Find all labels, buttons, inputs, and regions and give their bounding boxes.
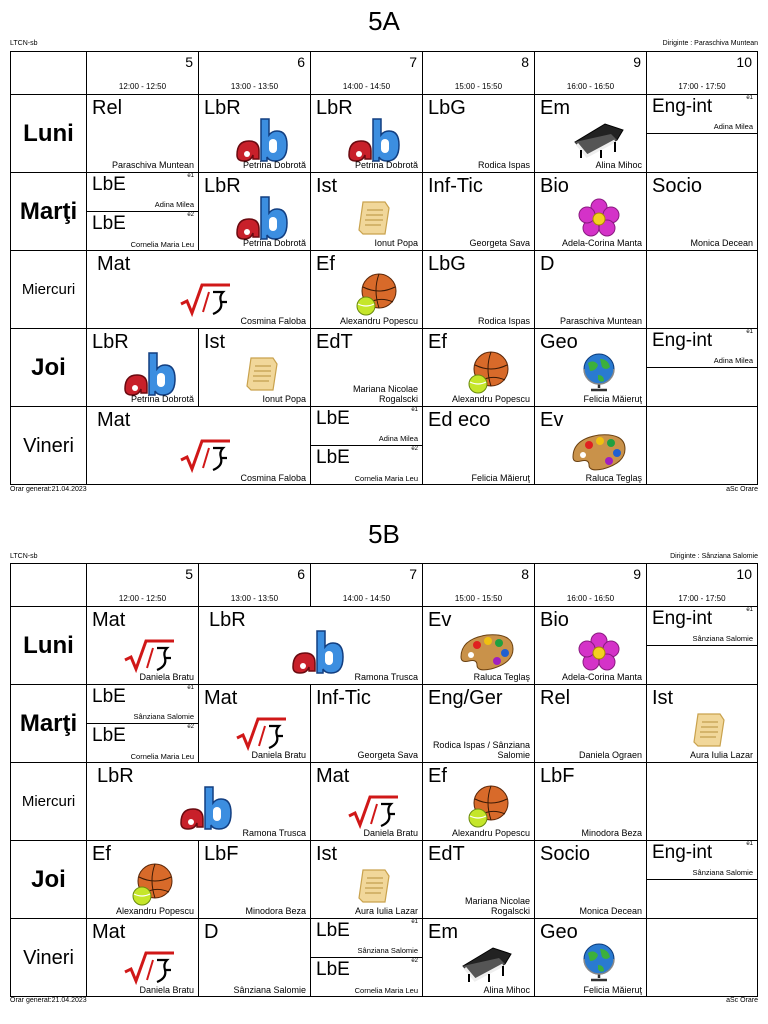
subject-name: D (540, 253, 555, 275)
lesson-cell[interactable] (311, 763, 423, 841)
flower-icon (576, 632, 622, 672)
teacher-name: Raluca Teglaş (473, 672, 530, 682)
subject-name: Mat (97, 253, 131, 275)
palette-icon (569, 431, 629, 473)
subject-name: LbR (204, 97, 241, 119)
teacher-name: Paraschiva Muntean (111, 160, 194, 170)
lesson-cell[interactable] (311, 329, 423, 407)
letters-icon (345, 115, 405, 165)
teacher-name: Sânziana Salomie (692, 634, 753, 643)
generated-date: Orar generat:21.04.2023 (10, 997, 87, 1004)
teacher-name: Sânziana Salomie (357, 946, 418, 955)
lesson-half[interactable] (311, 919, 422, 958)
subject-name: Bio (540, 609, 569, 631)
subject-name: Inf-Tic (316, 687, 371, 709)
teacher-name: Adina Milea (713, 122, 753, 131)
lesson-cell[interactable] (647, 685, 757, 763)
teacher-name: Paraschiva Muntean (559, 316, 642, 326)
lesson-cell[interactable] (87, 685, 199, 763)
empty-half (647, 880, 757, 919)
lesson-cell[interactable] (311, 407, 423, 485)
teacher-name: Minodora Beza (581, 828, 642, 838)
period-time: 13:00 - 13:50 (230, 594, 279, 603)
lesson-half[interactable] (311, 446, 422, 485)
lesson-cell[interactable] (311, 919, 423, 997)
letters-icon (289, 627, 349, 677)
lesson-cell[interactable] (535, 763, 647, 841)
teacher-name: Mariana Nicolae Rogalscki (464, 896, 530, 916)
period-time: 12:00 - 12:50 (118, 82, 167, 91)
empty-half (647, 368, 757, 407)
empty-cell[interactable] (647, 251, 757, 329)
subject-name: Socio (652, 175, 703, 197)
balls-icon (465, 784, 509, 828)
scroll-icon (245, 354, 281, 394)
period-number: 5 (185, 566, 193, 582)
teacher-name: Monica Decean (579, 906, 642, 916)
lesson-cell[interactable] (199, 607, 423, 685)
subject-name: Socio (540, 843, 591, 865)
lesson-cell[interactable] (199, 329, 311, 407)
period-number: 6 (297, 566, 305, 582)
lesson-cell[interactable] (423, 763, 535, 841)
subject-name: LbR (97, 765, 134, 787)
timetable-grid (10, 563, 758, 997)
period-time: 16:00 - 16:50 (566, 594, 615, 603)
teacher-name: Alexandru Popescu (451, 394, 530, 404)
lesson-cell[interactable] (423, 251, 535, 329)
teacher-name: Cornelia Maria Leu (354, 986, 418, 995)
period-time: 17:00 - 17:50 (678, 594, 726, 603)
teacher-name: Georgeta Sava (357, 750, 418, 760)
lesson-half[interactable] (647, 329, 757, 368)
day-label: Luni (11, 607, 87, 685)
lesson-half[interactable] (87, 685, 198, 724)
lesson-cell[interactable] (423, 95, 535, 173)
period-number: 6 (297, 54, 305, 70)
lesson-cell[interactable] (87, 251, 311, 329)
period-time: 17:00 - 17:50 (678, 82, 726, 91)
teacher-name: Ionut Popa (374, 238, 418, 248)
lesson-cell[interactable] (535, 95, 647, 173)
subject-name: LbR (92, 331, 129, 353)
teacher-name: Sânziana Salomie (133, 712, 194, 721)
subject-name: LbF (540, 765, 575, 787)
form-teacher: Diriginte : Paraschiva Muntean (662, 40, 758, 47)
teacher-name: Alexandru Popescu (451, 828, 530, 838)
lesson-half[interactable] (311, 958, 422, 997)
teacher-name: Alina Mihoc (595, 160, 642, 170)
subject-name: LbF (204, 843, 239, 865)
group-label: e1 (411, 407, 418, 413)
period-header (535, 564, 647, 607)
lesson-half[interactable] (647, 607, 757, 646)
subject-name: Mat (204, 687, 238, 709)
letters-icon (233, 193, 293, 243)
teacher-name: Petrina Dobrotă (130, 394, 194, 404)
group-label: e1 (746, 329, 753, 335)
period-time: 12:00 - 12:50 (118, 594, 167, 603)
balls-icon (353, 272, 397, 316)
lesson-half[interactable] (647, 95, 757, 134)
period-header (423, 564, 535, 607)
subject-name: Mat (316, 765, 350, 787)
letters-icon (177, 783, 237, 833)
lesson-half[interactable] (87, 212, 198, 251)
lesson-cell[interactable] (311, 841, 423, 919)
teacher-name: Ionut Popa (262, 394, 306, 404)
period-header (199, 52, 311, 95)
globe-icon (580, 351, 618, 393)
teacher-name: Georgeta Sava (469, 238, 530, 248)
subject-name: Geo (540, 331, 578, 353)
teacher-name: Cosmina Faloba (240, 316, 306, 326)
lesson-cell[interactable] (647, 329, 757, 407)
teacher-name: Adela-Corina Manta (561, 672, 642, 682)
lesson-cell[interactable] (423, 329, 535, 407)
subject-name: LbR (209, 609, 246, 631)
group-label: e2 (411, 958, 418, 964)
day-label: Joi (11, 841, 87, 919)
day-label: Luni (11, 95, 87, 173)
lesson-cell[interactable] (311, 173, 423, 251)
empty-half (647, 646, 757, 685)
lesson-cell[interactable] (87, 173, 199, 251)
lesson-cell[interactable] (87, 919, 199, 997)
teacher-name: Rodica Ispas (477, 160, 530, 170)
period-time: 15:00 - 15:50 (454, 82, 503, 91)
teacher-name: Felicia Măieruţ (471, 473, 530, 483)
math-icon (235, 716, 291, 752)
timetable-grid (10, 51, 758, 485)
lesson-cell[interactable] (423, 685, 535, 763)
teacher-name: Felicia Măieruţ (583, 394, 642, 404)
lesson-cell[interactable] (199, 919, 311, 997)
day-label: Marţi (11, 173, 87, 251)
math-icon (347, 794, 403, 830)
teacher-name: Ramona Trusca (242, 828, 306, 838)
period-time: 13:00 - 13:50 (230, 82, 279, 91)
day-label: Miercuri (11, 251, 87, 329)
letters-icon (121, 349, 181, 399)
flower-icon (576, 198, 622, 238)
scroll-icon (357, 198, 393, 238)
teacher-name: Petrina Dobrotă (242, 238, 306, 248)
lesson-cell[interactable] (87, 407, 311, 485)
day-label: Joi (11, 329, 87, 407)
lesson-cell[interactable] (535, 841, 647, 919)
day-label: Miercuri (11, 763, 87, 841)
period-number: 9 (633, 566, 641, 582)
school-code: LTCN-sb (10, 553, 38, 560)
period-number: 8 (521, 54, 529, 70)
subject-name: Ev (428, 609, 452, 631)
empty-half (647, 134, 757, 173)
period-time: 15:00 - 15:50 (454, 594, 503, 603)
teacher-name: Rodica Ispas / Sânziana Salomie (432, 740, 530, 760)
subject-name: LbE (316, 447, 350, 468)
subject-name: Ef (428, 331, 447, 353)
balls-icon (129, 862, 173, 906)
period-header (199, 564, 311, 607)
teacher-name: Daniela Bratu (139, 985, 194, 995)
school-code: LTCN-sb (10, 40, 38, 47)
subject-name: Em (540, 97, 570, 119)
lesson-cell[interactable] (535, 407, 647, 485)
period-time: 14:00 - 14:50 (342, 594, 391, 603)
group-label: e2 (187, 212, 194, 218)
subject-name: Ed eco (428, 409, 491, 431)
palette-icon (457, 631, 517, 673)
period-time: 14:00 - 14:50 (342, 82, 391, 91)
subject-name: LbG (428, 97, 466, 119)
lesson-cell[interactable] (199, 173, 311, 251)
period-header (423, 52, 535, 95)
group-label: e2 (187, 724, 194, 730)
subject-name: Ev (540, 409, 564, 431)
subject-name: LbR (204, 175, 241, 197)
lesson-cell[interactable] (87, 607, 199, 685)
lesson-cell[interactable] (311, 251, 423, 329)
teacher-name: Rodica Ispas (477, 316, 530, 326)
subject-name: Ef (428, 765, 447, 787)
lesson-cell[interactable] (535, 919, 647, 997)
lesson-cell[interactable] (423, 173, 535, 251)
subject-name: Rel (540, 687, 571, 709)
lesson-cell[interactable] (535, 251, 647, 329)
math-icon (123, 950, 179, 986)
subject-name: Mat (97, 409, 131, 431)
teacher-name: Alexandru Popescu (115, 906, 194, 916)
scroll-icon (357, 866, 393, 906)
period-header (311, 564, 423, 607)
balls-icon (465, 350, 509, 394)
subject-name: Rel (92, 97, 123, 119)
lesson-cell[interactable] (647, 173, 757, 251)
lesson-cell[interactable] (535, 329, 647, 407)
teacher-name: Petrina Dobrotă (242, 160, 306, 170)
teacher-name: Aura Iulia Lazar (689, 750, 753, 760)
lesson-half[interactable] (87, 724, 198, 763)
subject-name: Eng/Ger (428, 687, 503, 709)
globe-icon (580, 941, 618, 983)
subject-name: Em (428, 921, 458, 943)
period-number: 10 (736, 54, 752, 70)
teacher-name: Cornelia Maria Leu (130, 240, 194, 249)
form-teacher: Diriginte : Sânziana Salomie (670, 553, 758, 560)
lesson-cell[interactable] (647, 95, 757, 173)
subject-name: Geo (540, 921, 578, 943)
lesson-half[interactable] (87, 173, 198, 212)
subject-name: Inf-Tic (428, 175, 483, 197)
period-number: 8 (521, 566, 529, 582)
group-label: e1 (187, 685, 194, 691)
empty-cell[interactable] (647, 407, 757, 485)
subject-name: LbR (316, 97, 353, 119)
lesson-cell[interactable] (311, 685, 423, 763)
group-label: e1 (411, 919, 418, 925)
lesson-cell[interactable] (311, 95, 423, 173)
lesson-cell[interactable] (199, 95, 311, 173)
empty-cell[interactable] (647, 919, 757, 997)
period-number: 7 (409, 566, 417, 582)
teacher-name: Adina Milea (378, 434, 418, 443)
group-label: e1 (746, 95, 753, 101)
day-label: Marţi (11, 685, 87, 763)
lesson-cell[interactable] (87, 841, 199, 919)
teacher-name: Cornelia Maria Leu (130, 752, 194, 761)
lesson-cell[interactable] (423, 919, 535, 997)
subject-name: LbE (92, 686, 126, 707)
period-number: 5 (185, 54, 193, 70)
lesson-cell[interactable] (87, 95, 199, 173)
piano-icon (459, 944, 515, 984)
teacher-name: Daniela Bratu (363, 828, 418, 838)
subject-name: LbE (92, 725, 126, 746)
timetable-title: 5B (368, 519, 400, 549)
teacher-name: Alexandru Popescu (339, 316, 418, 326)
teacher-name: Cosmina Faloba (240, 473, 306, 483)
lesson-cell[interactable] (647, 841, 757, 919)
lesson-cell[interactable] (535, 173, 647, 251)
teacher-name: Mariana Nicolae Rogalscki (352, 384, 418, 404)
lesson-cell[interactable] (199, 841, 311, 919)
subject-name: Ef (92, 843, 111, 865)
subject-name: Ist (316, 175, 338, 197)
day-label: Vineri (11, 919, 87, 997)
teacher-name: Adela-Corina Manta (561, 238, 642, 248)
lesson-cell[interactable] (647, 607, 757, 685)
teacher-name: Daniela Bratu (139, 672, 194, 682)
subject-name: Eng-int (652, 842, 713, 863)
period-header (535, 52, 647, 95)
lesson-half[interactable] (311, 407, 422, 446)
teacher-name: Monica Decean (690, 238, 753, 248)
empty-cell[interactable] (647, 763, 757, 841)
teacher-name: Alina Mihoc (483, 985, 530, 995)
teacher-name: Ramona Trusca (354, 672, 418, 682)
group-label: e1 (746, 841, 753, 847)
teacher-name: Felicia Măieruţ (583, 985, 642, 995)
teacher-name: Adina Milea (713, 356, 753, 365)
software-credit: aSc Orare (726, 486, 758, 493)
subject-name: LbE (92, 174, 126, 195)
lesson-cell[interactable] (87, 329, 199, 407)
period-header (311, 52, 423, 95)
subject-name: Ist (316, 843, 338, 865)
lesson-cell[interactable] (535, 685, 647, 763)
subject-name: Bio (540, 175, 569, 197)
lesson-cell[interactable] (423, 841, 535, 919)
scroll-icon (692, 710, 728, 750)
subject-name: D (204, 921, 219, 943)
teacher-name: Cornelia Maria Leu (354, 474, 418, 483)
math-icon (179, 282, 235, 318)
lesson-half[interactable] (647, 841, 757, 880)
subject-name: EdT (316, 331, 353, 353)
subject-name: Ist (652, 687, 674, 709)
subject-name: Eng-int (652, 608, 713, 629)
group-label: e1 (746, 607, 753, 613)
subject-name: Mat (92, 609, 126, 631)
teacher-name: Daniela Bratu (251, 750, 306, 760)
period-header (87, 564, 199, 607)
group-label: e2 (411, 446, 418, 452)
period-number: 7 (409, 54, 417, 70)
subject-name: Eng-int (652, 330, 713, 351)
subject-name: LbE (92, 213, 126, 234)
teacher-name: Minodora Beza (245, 906, 306, 916)
lesson-cell[interactable] (423, 607, 535, 685)
teacher-name: Daniela Ograen (578, 750, 642, 760)
math-icon (179, 438, 235, 474)
subject-name: Eng-int (652, 96, 713, 117)
generated-date: Orar generat:21.04.2023 (10, 486, 87, 493)
lesson-cell[interactable] (199, 685, 311, 763)
lesson-cell[interactable] (87, 763, 311, 841)
period-number: 9 (633, 54, 641, 70)
lesson-cell[interactable] (535, 607, 647, 685)
math-icon (123, 638, 179, 674)
subject-name: EdT (428, 843, 465, 865)
subject-name: LbE (316, 408, 350, 429)
subject-name: LbG (428, 253, 466, 275)
letters-icon (233, 115, 293, 165)
period-header (647, 52, 757, 95)
day-label: Vineri (11, 407, 87, 485)
period-number: 10 (736, 566, 752, 582)
teacher-name: Petrina Dobrotă (354, 160, 418, 170)
software-credit: aSc Orare (726, 997, 758, 1004)
header-corner (11, 564, 87, 607)
teacher-name: Sânziana Salomie (233, 985, 306, 995)
subject-name: Ef (316, 253, 335, 275)
teacher-name: Aura Iulia Lazar (354, 906, 418, 916)
period-header (87, 52, 199, 95)
subject-name: Ist (204, 331, 226, 353)
teacher-name: Adina Milea (154, 200, 194, 209)
group-label: e1 (187, 173, 194, 179)
subject-name: LbE (316, 920, 350, 941)
piano-icon (571, 120, 627, 160)
teacher-name: Sânziana Salomie (692, 868, 753, 877)
subject-name: Mat (92, 921, 126, 943)
lesson-cell[interactable] (423, 407, 535, 485)
teacher-name: Raluca Teglaş (585, 473, 642, 483)
period-time: 16:00 - 16:50 (566, 82, 615, 91)
timetable-title: 5A (368, 6, 400, 36)
subject-name: LbE (316, 959, 350, 980)
period-header (647, 564, 757, 607)
header-corner (11, 52, 87, 95)
